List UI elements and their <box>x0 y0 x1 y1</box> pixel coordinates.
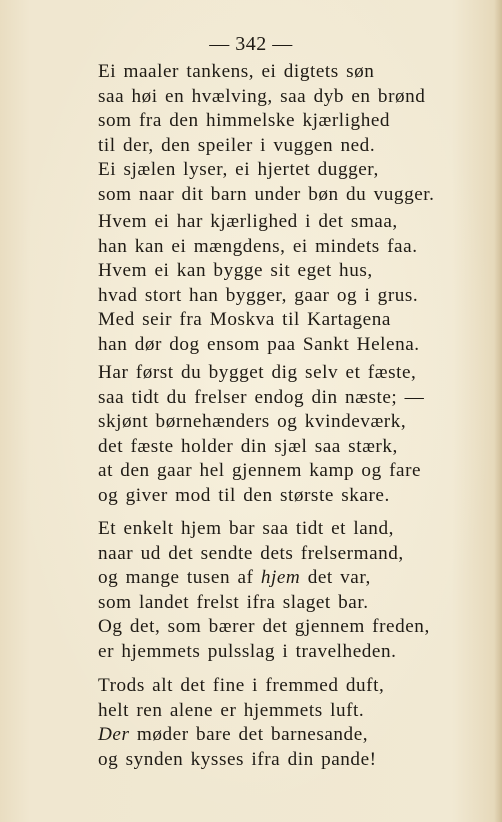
poem-line: Ei maaler tankens, ei digtets søn <box>98 61 375 82</box>
poem-line: Og det, som bærer det gjennem freden, <box>98 616 430 638</box>
poem-line: er hjemmets pulsslag i travelheden. <box>98 640 397 662</box>
poem-line: han kan ei mængdens, ei mindets faa. <box>98 235 418 257</box>
stanza-3 <box>98 361 488 509</box>
poem-line <box>98 566 488 591</box>
poem-line: saa høi en hvælving, saa dyb en brønd <box>98 85 426 107</box>
stanza-4 <box>98 517 488 665</box>
poem-line: hvad stort han bygger, gaar og i grus. <box>98 284 419 306</box>
page-number: — 342 — <box>209 33 293 55</box>
poem-line: Ei sjælen lyser, ei hjertet dugger, <box>98 159 379 181</box>
poem-line: som landet frelst ifra slaget bar. <box>98 591 369 613</box>
poem-line: saa tidt du frelser endog din næste; — <box>98 386 425 408</box>
poem-line: Hvem ei har kjærlighed i det smaa, <box>98 211 398 232</box>
poem-line <box>98 723 488 748</box>
poem-line: og synden kysses ifra din pande! <box>98 748 377 770</box>
page-edge-shadow <box>494 0 502 822</box>
poem-line: Hvem ei kan bygge sit eget hus, <box>98 260 373 282</box>
poem-line-text: møder bare det barnesande, <box>136 724 369 746</box>
poem-line: som naar dit barn under bøn du vugger. <box>98 183 435 205</box>
poem-line: han dør dog ensom paa Sankt Helena. <box>98 333 420 355</box>
poem-line: til der, den speiler i vuggen ned. <box>98 134 376 156</box>
stanza-1 <box>98 60 488 208</box>
poem-line: at den gaar hel gjennem kamp og fare <box>98 460 422 482</box>
stanza-2 <box>98 210 488 358</box>
poem-line-text: og mange tusen af <box>98 567 254 589</box>
emphasis-word: hjem <box>260 567 301 589</box>
poem-line: skjønt børnehænders og kvindeværk, <box>98 411 407 433</box>
stanza-5 <box>98 674 488 772</box>
poem-line: naar ud det sendte dets frelsermand, <box>98 542 404 564</box>
poem-line: Et enkelt hjem bar saa tidt et land, <box>98 518 394 539</box>
emphasis-word: Der <box>98 724 130 746</box>
poem-line: Har først du bygget dig selv et fæste, <box>98 362 417 383</box>
poem-line: som fra den himmelske kjærlighed <box>98 110 391 132</box>
poem-line: og giver mod til den største skare. <box>98 484 390 506</box>
poem-line: Trods alt det fine i fremmed duft, <box>98 675 385 696</box>
poem-line-text: det var, <box>307 567 371 589</box>
poem-line: helt ren alene er hjemmets luft. <box>98 699 365 721</box>
poem-line: Med seir fra Moskva til Kartagena <box>98 309 391 331</box>
poem-line: det fæste holder din sjæl saa stærk, <box>98 435 398 457</box>
